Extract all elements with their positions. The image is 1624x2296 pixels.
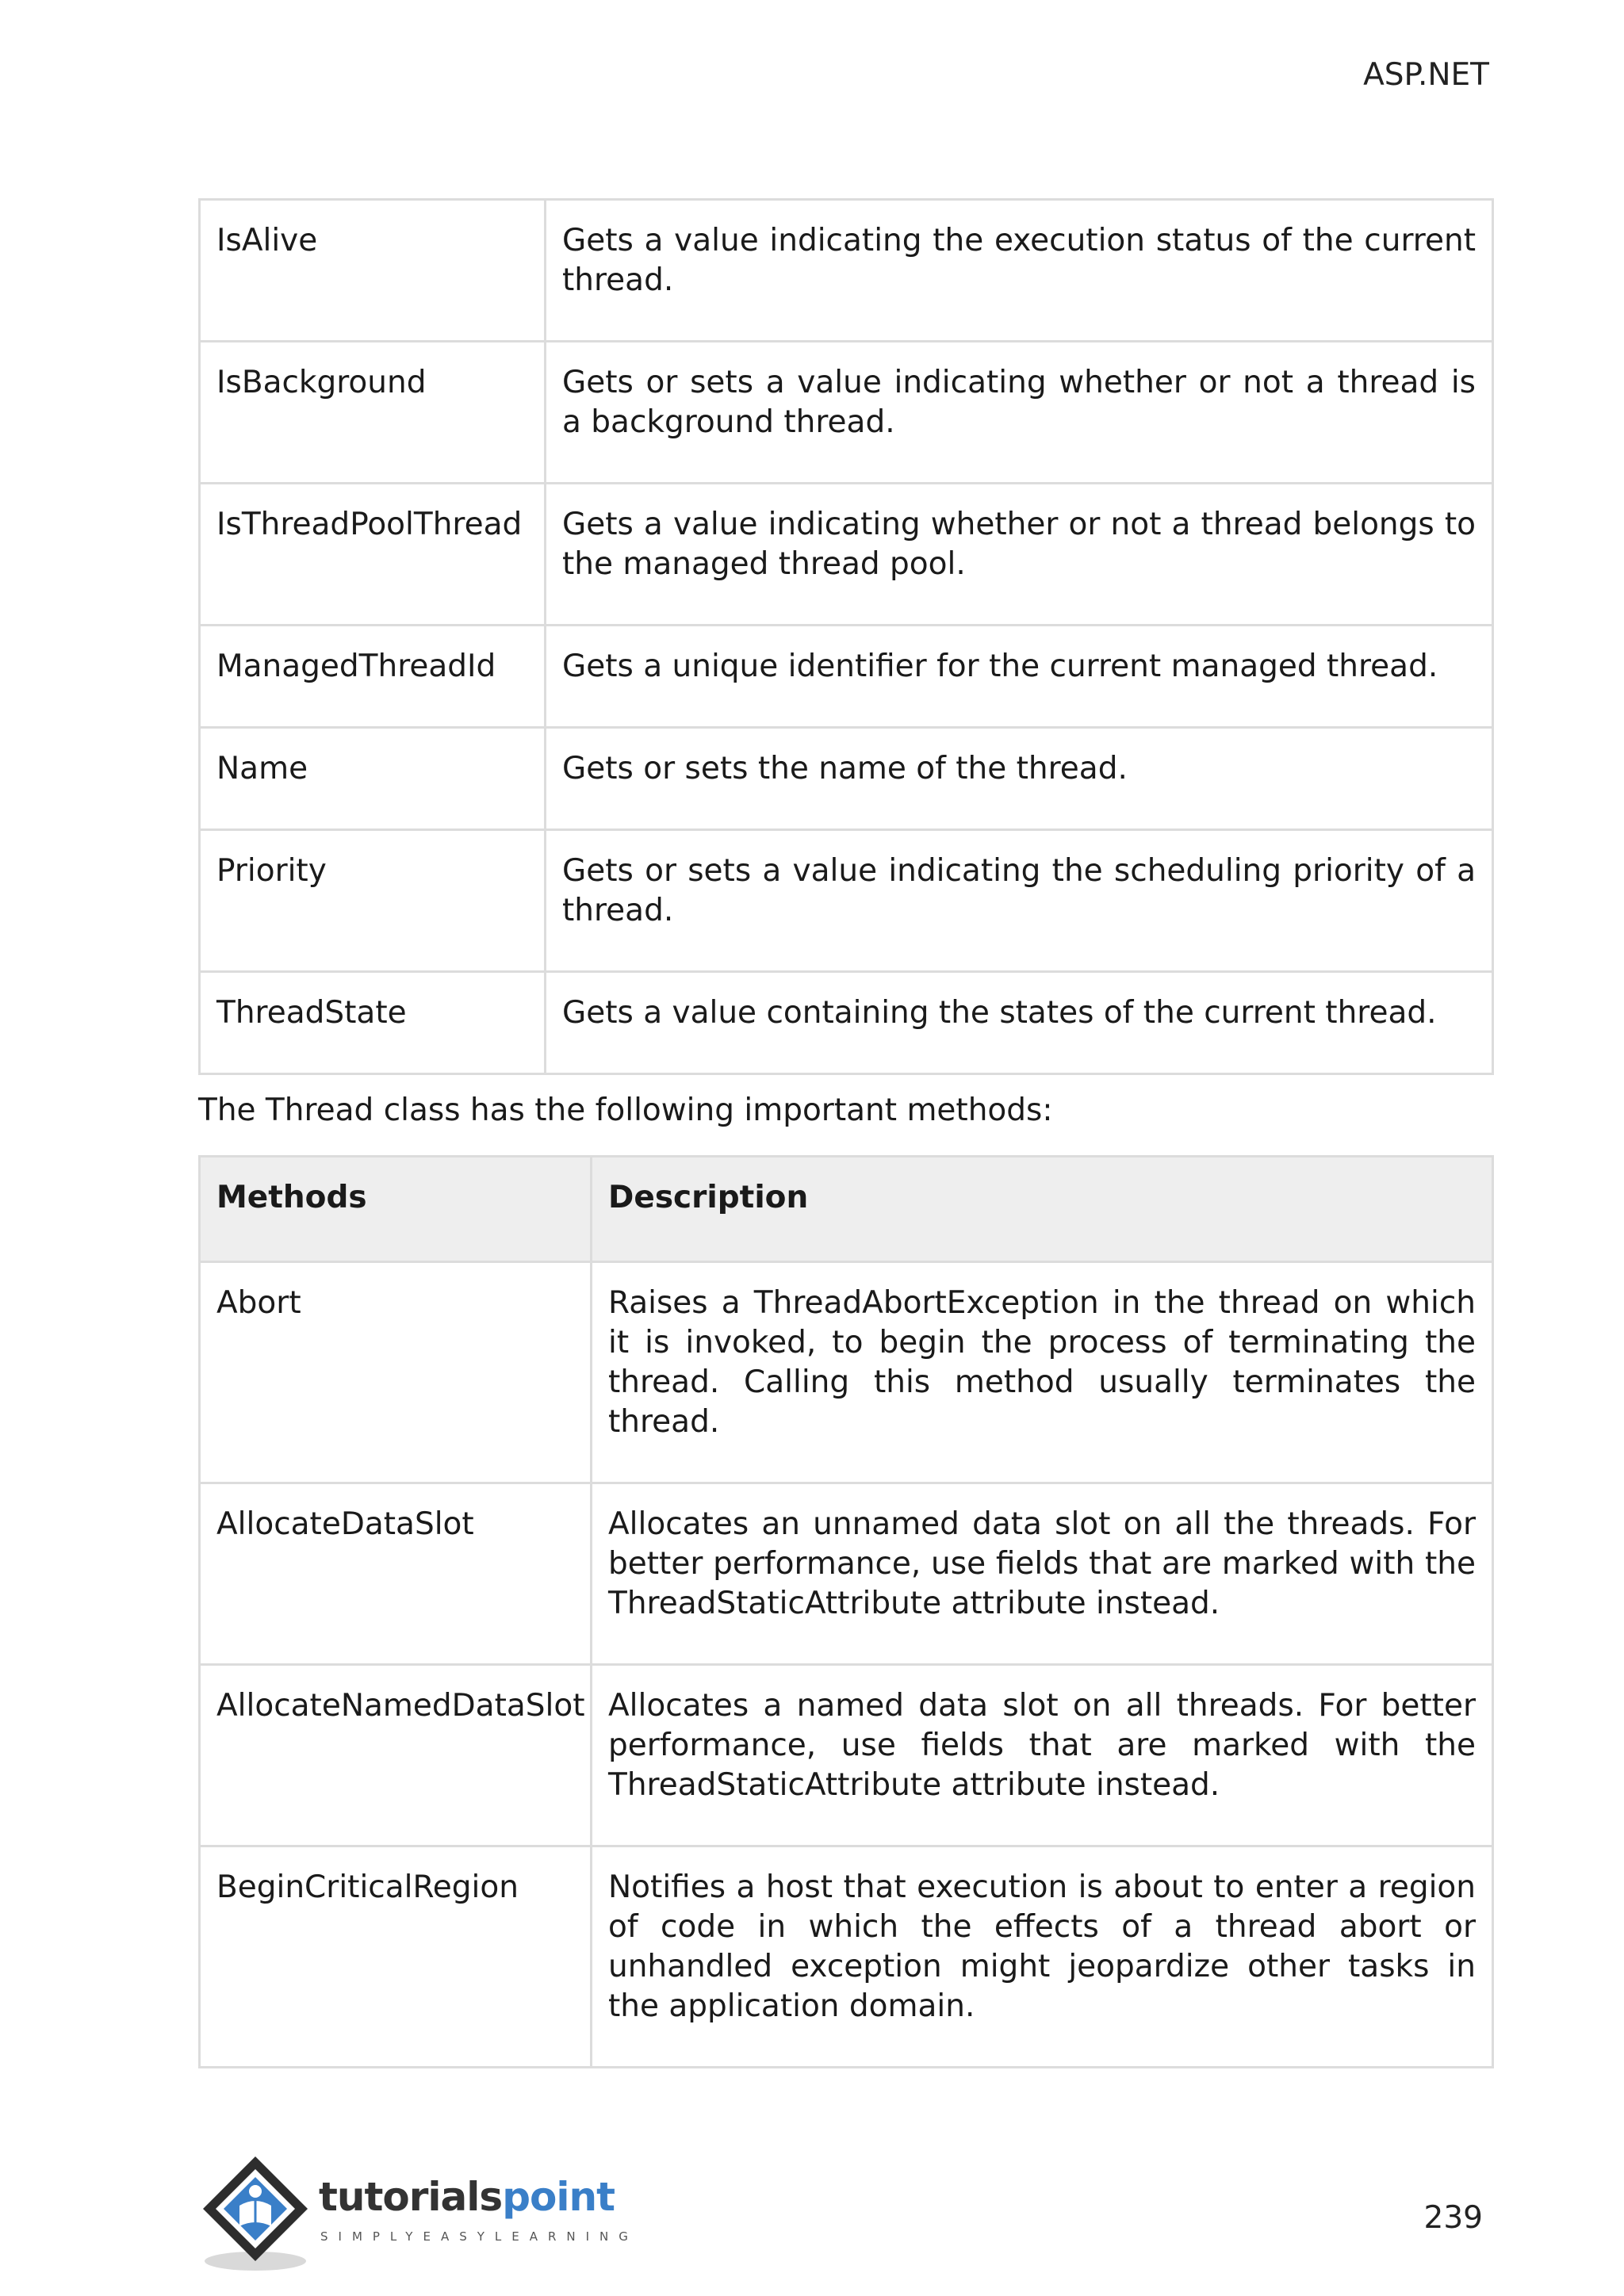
property-name: ThreadState bbox=[200, 972, 546, 1074]
method-name: BeginCriticalRegion bbox=[200, 1846, 592, 2068]
method-description: Allocates an unnamed data slot on all the threads. For better performance, use fields that are marked with the ThreadStaticAttribute attribute instead. bbox=[592, 1483, 1493, 1665]
table-header-row bbox=[200, 1157, 1493, 1262]
property-name: ManagedThreadId bbox=[200, 626, 546, 728]
page-number: 239 bbox=[1423, 2200, 1483, 2236]
column-header-methods: Methods bbox=[200, 1157, 592, 1262]
logo-wordmark: tutorialspoint bbox=[319, 2174, 615, 2220]
property-description: Gets or sets a value indicating the scheduling priority of a thread. bbox=[546, 830, 1493, 972]
property-name: IsAlive bbox=[200, 200, 546, 342]
table-row bbox=[200, 626, 1493, 728]
methods-intro-text: The Thread class has the following important methods: bbox=[198, 1093, 1053, 1128]
table-row bbox=[200, 1665, 1493, 1846]
table-row bbox=[200, 972, 1493, 1074]
page-header-title: ASP.NET bbox=[1363, 57, 1489, 93]
table-row bbox=[200, 1846, 1493, 2068]
table-row bbox=[200, 342, 1493, 484]
property-name: IsBackground bbox=[200, 342, 546, 484]
method-description: Allocates a named data slot on all threads. For better performance, use fields that are marked with the ThreadStaticAttribute attribute instead. bbox=[592, 1665, 1493, 1846]
logo-emblem-icon bbox=[198, 2150, 317, 2277]
properties-table bbox=[198, 198, 1494, 1075]
table-row bbox=[200, 1262, 1493, 1483]
table-row bbox=[200, 484, 1493, 626]
column-header-description: Description bbox=[592, 1157, 1493, 1262]
table-row bbox=[200, 830, 1493, 972]
method-description: Raises a ThreadAbortException in the thread on which it is invoked, to begin the process of terminating the thread. Calling this method usually terminates the thread. bbox=[592, 1262, 1493, 1483]
method-name: AllocateDataSlot bbox=[200, 1483, 592, 1665]
property-name: Priority bbox=[200, 830, 546, 972]
methods-table bbox=[198, 1155, 1494, 2068]
method-name: AllocateNamedDataSlot bbox=[200, 1665, 592, 1846]
table-row bbox=[200, 200, 1493, 342]
property-name: Name bbox=[200, 728, 546, 830]
tutorialspoint-logo bbox=[198, 2150, 638, 2277]
table-row bbox=[200, 728, 1493, 830]
property-description: Gets or sets the name of the thread. bbox=[546, 728, 1493, 830]
property-description: Gets a value containing the states of the current thread. bbox=[546, 972, 1493, 1074]
logo-tagline: SIMPLYEASYLEARNING bbox=[320, 2229, 638, 2244]
property-name: IsThreadPoolThread bbox=[200, 484, 546, 626]
property-description: Gets a value indicating the execution status of the current thread. bbox=[546, 200, 1493, 342]
property-description: Gets a unique identifier for the current managed thread. bbox=[546, 626, 1493, 728]
method-name: Abort bbox=[200, 1262, 592, 1483]
property-description: Gets a value indicating whether or not a thread belongs to the managed thread pool. bbox=[546, 484, 1493, 626]
table-row bbox=[200, 1483, 1493, 1665]
method-description: Notifies a host that execution is about to enter a region of code in which the effects of a thread abort or unhandled exception might jeopardize other tasks in the application domain. bbox=[592, 1846, 1493, 2068]
property-description: Gets or sets a value indicating whether or not a thread is a background thread. bbox=[546, 342, 1493, 484]
